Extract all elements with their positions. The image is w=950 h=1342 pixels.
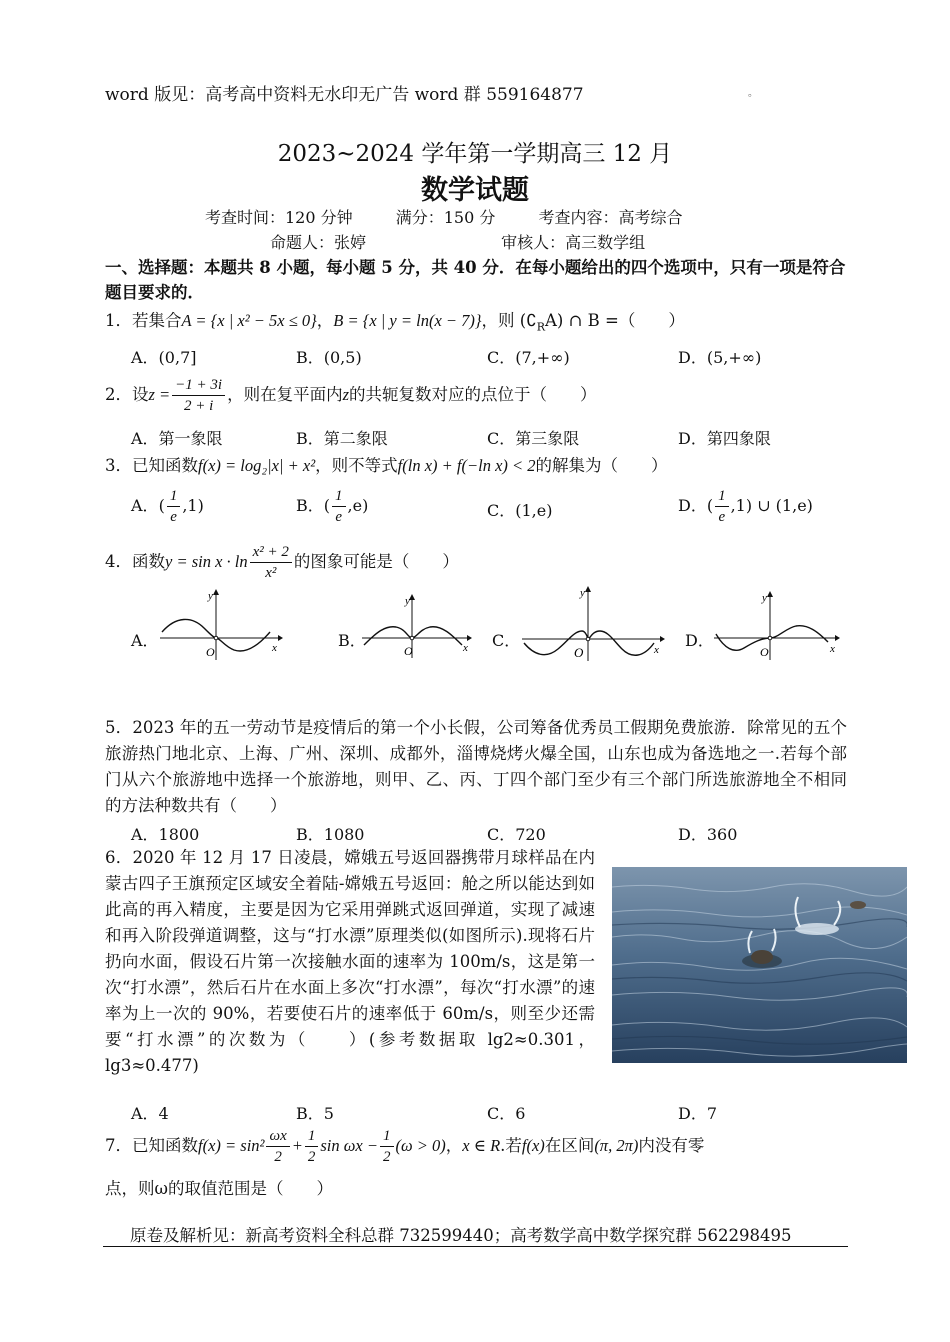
q1-set-b: B = {x | y = ln(x − 7)}: [333, 311, 482, 330]
q7-xr: x ∈ R: [462, 1136, 501, 1155]
q4-label-a: A．: [131, 631, 159, 650]
q1-ask2: A) ∩ B =（ ）: [545, 311, 685, 330]
q2-option-c: C．第三象限: [487, 429, 580, 448]
q4-label-b: B．: [338, 631, 366, 650]
question-2: [105, 375, 597, 416]
q3-prefix: 3．已知函数: [105, 456, 198, 475]
q2-option-b: B．第二象限: [296, 429, 388, 448]
q2-option-d: D．第四象限: [678, 429, 771, 448]
graph-d-y-label: y: [762, 592, 767, 604]
graph-b-y-arrow: [409, 594, 415, 600]
q7-f-eq: f(x) = sin²: [198, 1136, 265, 1155]
q7-cond: (ω > 0): [395, 1136, 446, 1155]
graph-d-origin: O: [760, 645, 769, 659]
q7-frac1-den: 2: [274, 1149, 282, 1165]
q6-option-a: A．4: [131, 1104, 169, 1123]
q6-option-c: C．6: [487, 1104, 526, 1123]
graph-b-origin-point: [410, 636, 414, 640]
dot-mark: 。: [748, 88, 758, 99]
q5-option-b: B．1080: [296, 825, 365, 844]
graph-a-x-label: x: [272, 642, 277, 654]
graph-b-x-label: x: [463, 642, 468, 654]
question-7-line2: 点，则ω的取值范围是（ ）: [105, 1179, 333, 1198]
footer-note: 原卷及解析见：新高考资料全科总群 732599440；高考数学高中数学探究群 562298495: [130, 1226, 792, 1245]
q1-set-a: A = {x | x² − 5x ≤ 0}: [181, 311, 317, 330]
q1-option-d: D．(5,+∞): [678, 348, 762, 367]
q4-graph-c: [520, 585, 665, 663]
q4-prefix: 4．函数: [105, 552, 165, 571]
graph-b-y-label: y: [405, 595, 410, 607]
graph-c-curve: [524, 631, 654, 655]
q2-tail2: 的共轭复数对应的点位于（ ）: [349, 385, 597, 404]
graph-d-x-arrow: [835, 635, 840, 641]
question-6: 6．2020 年 12 月 17 日凌晨，嫦娥五号返回器携带月球样品在内蒙古四子王旗预定区域安全着陆-嫦娥五号返回：舱之所以能达到如此高的再入精度，主要是因为它采用弹跳式返回弹道，实现了减速和再入阶段弹道调整，这与“打水漂”原理类似(如图所示).现将石片扔向水面，假设石片第一次接触水面的速率为 100m/s，这是第一次“打水漂”，然后石片在水面上多次“打水漂”，每次“打水漂”的速率为上一次的 90%，若要使石片的速率低于 60m/s，则至少还需要“打水漂”的次数为（ ）(参考数据取 lg2≈0.301，lg3≈0.477): [105, 848, 595, 1075]
q3-a-num: 1: [167, 486, 181, 507]
q7-frac1-num: ωx: [266, 1126, 289, 1147]
q3-ineq: f(ln x) + f(−ln x) < 2: [397, 456, 536, 475]
q7-frac3: [380, 1126, 394, 1167]
q5-option-a: A．1800: [131, 825, 200, 844]
q1-ask: ，则 (∁: [481, 311, 537, 330]
q1-option-b: B．(0,5): [296, 348, 362, 367]
graph-a-y-arrow: [213, 589, 219, 595]
footer-rule: [103, 1246, 848, 1247]
graph-a-y-label: y: [208, 590, 213, 602]
exam-meta-row1: [205, 205, 720, 228]
q3-a-frac: [167, 486, 181, 527]
q4-denominator: x²: [265, 565, 277, 581]
q3-option-b: [296, 486, 368, 527]
graph-d-y-arrow: [767, 591, 773, 597]
graph-a-origin-point: [214, 636, 218, 640]
q4-tail: 的图象可能是（ ）: [293, 552, 459, 571]
graph-a-origin: O: [206, 645, 215, 659]
q3-a-tail: ,1): [182, 496, 204, 515]
stone-skipping-photo: [612, 867, 907, 1063]
q3-b-frac: [332, 486, 346, 527]
section-heading: 一、选择题：本题共 8 小题，每小题 5 分，共 40 分．在每小题给出的四个选项中，只有一项是符合题目要求的．: [105, 258, 846, 302]
q3-func: f(x) = log₂|x| + x²: [198, 456, 316, 475]
graph-b-x-arrow: [467, 635, 472, 641]
q3-d-den: e: [718, 509, 726, 525]
q3-c-label: C．: [487, 501, 516, 520]
graph-c-x-arrow: [660, 636, 665, 642]
q4-graph-b: [360, 593, 472, 661]
q7-frac3-den: 2: [383, 1149, 391, 1165]
meta-content: 考查内容：高考综合: [538, 208, 683, 227]
q6-option-b: B．5: [296, 1104, 334, 1123]
question-7: [105, 1126, 850, 1167]
q7-frac2-num: 1: [305, 1126, 319, 1147]
graph-b-origin: O: [404, 644, 413, 658]
q2-prefix: 2．设: [105, 385, 149, 404]
q7-fx: f(x): [521, 1136, 545, 1155]
meta-time: 考查时间：120 分钟: [205, 208, 353, 227]
q3-option-a: [131, 486, 204, 527]
q7-mid: sin ωx −: [320, 1136, 378, 1155]
q2-denominator: 2 + i: [184, 398, 214, 414]
q2-fraction: [172, 375, 225, 416]
graph-d-x-label: x: [830, 643, 835, 655]
q1-prefix: 1．若集合: [105, 311, 182, 330]
q2-numerator: −1 + 3i: [172, 375, 225, 396]
q3-d-frac: [715, 486, 729, 527]
q4-graph-a: [158, 588, 283, 663]
meta-score: 满分：150 分: [395, 208, 496, 227]
graph-d-origin-point: [768, 636, 772, 640]
q3-b-tail: ,e): [347, 496, 369, 515]
q2-tail: ，则在复平面内: [227, 385, 343, 404]
q3-b-den: e: [335, 509, 343, 525]
graph-c-origin-point: [586, 637, 590, 641]
q4-label-d: D．: [685, 631, 714, 650]
q7-tail4: 内没有零: [638, 1136, 705, 1155]
q7-frac3-num: 1: [380, 1126, 394, 1147]
meta-author: 命题人：张婷: [270, 233, 367, 252]
exam-title-line2: 数学试题: [421, 175, 529, 206]
exam-meta-row2: [270, 230, 775, 253]
q4-func: y = sin x · ln: [165, 552, 248, 571]
q3-b-num: 1: [332, 486, 346, 507]
q3-d-open: (: [706, 496, 714, 515]
q2-option-a: A．第一象限: [131, 429, 223, 448]
q3-option-c: [487, 498, 552, 521]
q1-sub-r: R: [536, 320, 546, 334]
q7-frac1: [266, 1126, 289, 1167]
q7-prefix: 7．已知函数: [105, 1136, 198, 1155]
question-5: 5．2023 年的五一劳动节是疫情后的第一个小长假，公司筹备优秀员工假期免费旅游．除常见的五个旅游热门地北京、上海、广州、深圳、成都外，淄博烧烤火爆全国，山东也成为备选地之一.若每个部门从六个旅游地中选择一个旅游地，则甲、乙、丙、丁四个部门至少有三个部门所选旅游地全不相同的方法种数共有（ ）: [105, 718, 847, 815]
q7-tail3: 在区间: [544, 1136, 595, 1155]
q5-option-d: D．360: [678, 825, 738, 844]
q3-d-num: 1: [715, 486, 729, 507]
question-3: [105, 453, 668, 479]
q7-tail: ，: [445, 1136, 463, 1155]
q3-tail2: 的解集为（ ）: [535, 456, 668, 475]
q5-option-c: C．720: [487, 825, 546, 844]
q3-b-open: (: [323, 496, 331, 515]
q3-a-label: A．: [131, 496, 159, 515]
q1-option-a: A．(0,7]: [131, 348, 197, 367]
q7-interval: (π, 2π): [594, 1136, 639, 1155]
graph-c-x-label: x: [654, 644, 659, 656]
graph-c-origin: O: [574, 645, 584, 660]
meta-reviewer: 审核人：高三数学组: [501, 233, 646, 252]
q3-c-value: (1,e): [515, 501, 553, 520]
q1-option-c: C．(7,+∞): [487, 348, 570, 367]
q3-d-label: D．: [678, 496, 707, 515]
q6-option-d: D．7: [678, 1104, 718, 1123]
q4-label-c: C．: [492, 631, 521, 650]
q3-option-d: [678, 486, 813, 527]
q3-tail: ，则不等式: [315, 456, 398, 475]
q7-frac2-den: 2: [307, 1149, 316, 1165]
q4-graph-d: [712, 590, 840, 662]
question-4: [105, 542, 459, 583]
q4-fraction: [250, 542, 292, 583]
graph-c-y-arrow: [585, 586, 591, 592]
exam-title-line1: 2023~2024 学年第一学期高三 12 月: [277, 141, 673, 167]
q2-z: z: [342, 385, 350, 404]
q2-z-eq: z =: [148, 385, 171, 404]
q3-a-open: (: [158, 496, 165, 515]
graph-b-curve: [364, 627, 462, 645]
q1-sep: ，: [316, 311, 334, 330]
q3-a-den: e: [170, 509, 177, 525]
q7-tail2: .若: [500, 1136, 522, 1155]
q3-b-label: B．: [296, 496, 324, 515]
q3-d-tail: ,1) ∪ (1,e): [730, 496, 813, 515]
graph-c-y-label: y: [580, 587, 585, 599]
q7-frac2: [305, 1126, 319, 1167]
q7-plus: +: [291, 1136, 303, 1155]
question-1: [105, 308, 685, 340]
top-note: word 版见：高考高中资料无水印无广告 word 群 559164877: [105, 85, 584, 105]
graph-a-x-arrow: [278, 635, 283, 641]
q4-numerator: x² + 2: [250, 542, 292, 563]
